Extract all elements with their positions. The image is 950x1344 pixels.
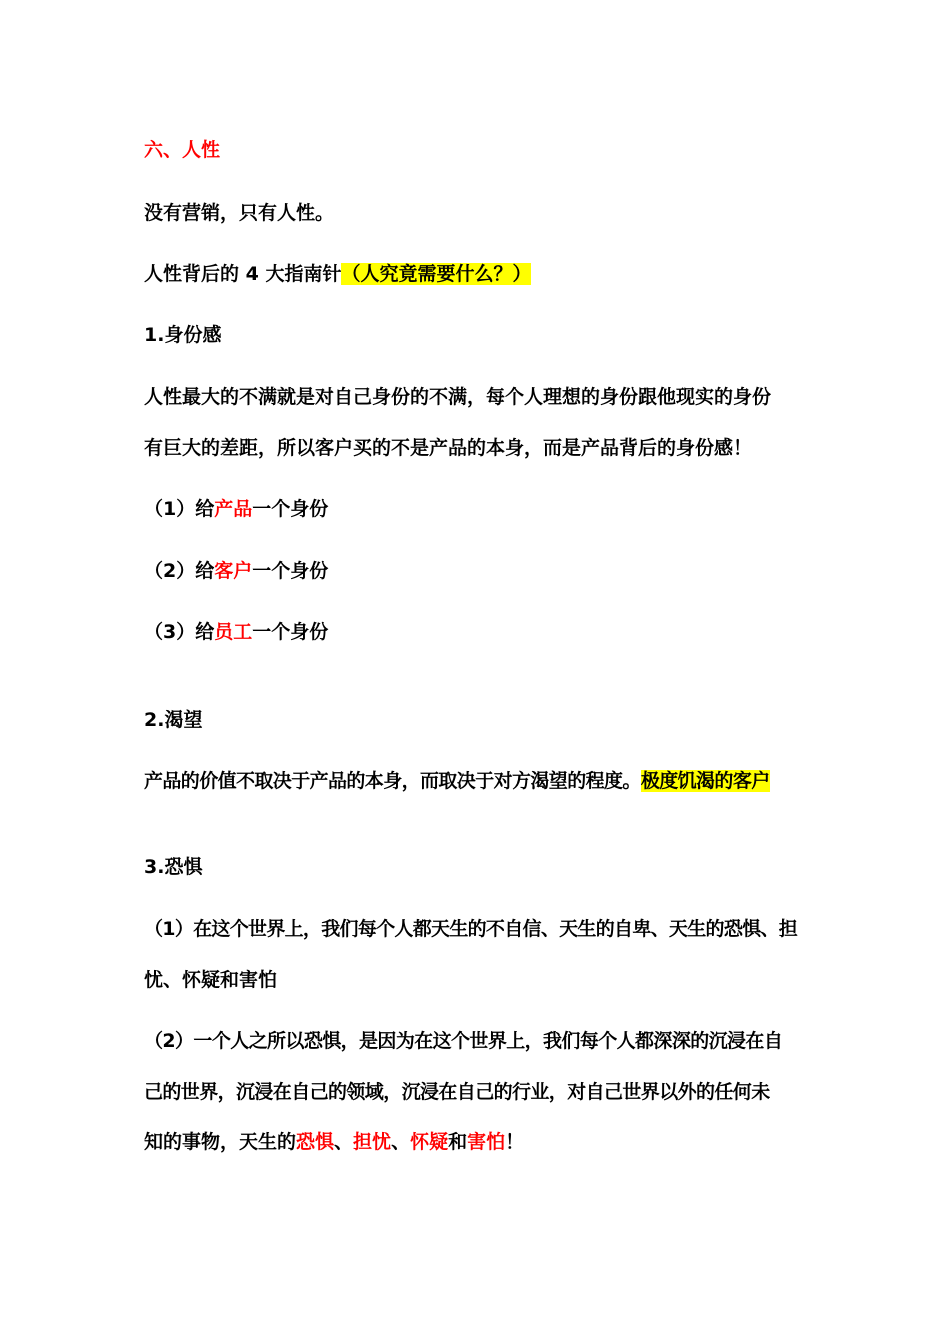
- list-item-prefix: （2）给: [144, 560, 215, 582]
- list-item: [144, 496, 328, 522]
- heading-identity: 1.身份感: [144, 324, 222, 346]
- paragraph-identity-line-1: 人性最大的不满就是对自己身份的不满，每个人理想的身份跟他现实的身份: [144, 386, 772, 408]
- heading-fear: 3.恐惧: [144, 856, 203, 878]
- list-item-prefix: （3）给: [144, 621, 215, 643]
- list-item-suffix: 一个身份: [252, 498, 329, 520]
- list-item-suffix: 一个身份: [252, 621, 329, 643]
- paragraph-fear-2-line-3: [144, 1129, 524, 1155]
- heading-desire: 2.渴望: [144, 709, 203, 731]
- list-item-keyword: 员工: [214, 621, 253, 643]
- separator: 、: [334, 1131, 354, 1153]
- paragraph-identity-line-2: 有巨大的差距，所以客户买的不是产品的本身，而是产品背后的身份感！: [144, 437, 753, 459]
- line-end-mark: ！: [505, 1131, 525, 1153]
- fear-word-3: 怀疑: [410, 1131, 449, 1153]
- paragraph-fear-1-line-1: （1）在这个世界上，我们每个人都天生的不自信、天生的自卑、天生的恐惧、担: [144, 918, 798, 940]
- list-item: [144, 619, 328, 645]
- fear-word-1: 恐惧: [296, 1131, 335, 1153]
- desire-highlight: 极度饥渴的客户: [640, 770, 770, 792]
- list-item-keyword: 产品: [214, 498, 253, 520]
- paragraph-fear-2-line-1: （2）一个人之所以恐惧，是因为在这个世界上，我们每个人都深深的沉浸在自: [144, 1030, 783, 1052]
- paragraph-desire: [144, 768, 770, 794]
- paragraph-no-marketing: 没有营销，只有人性。: [144, 202, 335, 224]
- paragraph-four-compasses: [144, 261, 531, 287]
- conjunction: 和: [448, 1131, 468, 1153]
- list-item-suffix: 一个身份: [252, 560, 329, 582]
- four-compasses-highlight: （人究竟需要什么？）: [341, 263, 532, 285]
- desire-text: 产品的价值不取决于产品的本身，而取决于对方渴望的程度。: [144, 770, 641, 792]
- list-item-prefix: （1）给: [144, 498, 215, 520]
- fear-line-prefix: 知的事物，天生的: [144, 1131, 297, 1153]
- separator: 、: [391, 1131, 411, 1153]
- list-item-keyword: 客户: [214, 560, 253, 582]
- fear-word-2: 担忧: [353, 1131, 392, 1153]
- fear-word-4: 害怕: [467, 1131, 506, 1153]
- four-compasses-text: 人性背后的 4 大指南针: [144, 263, 342, 285]
- list-item: [144, 558, 328, 584]
- section-title: 六、人性: [144, 139, 221, 161]
- paragraph-fear-2-line-2: 己的世界，沉浸在自己的领域，沉浸在自己的行业，对自己世界以外的任何未: [144, 1081, 770, 1103]
- paragraph-fear-1-line-2: 忧、怀疑和害怕: [144, 969, 278, 991]
